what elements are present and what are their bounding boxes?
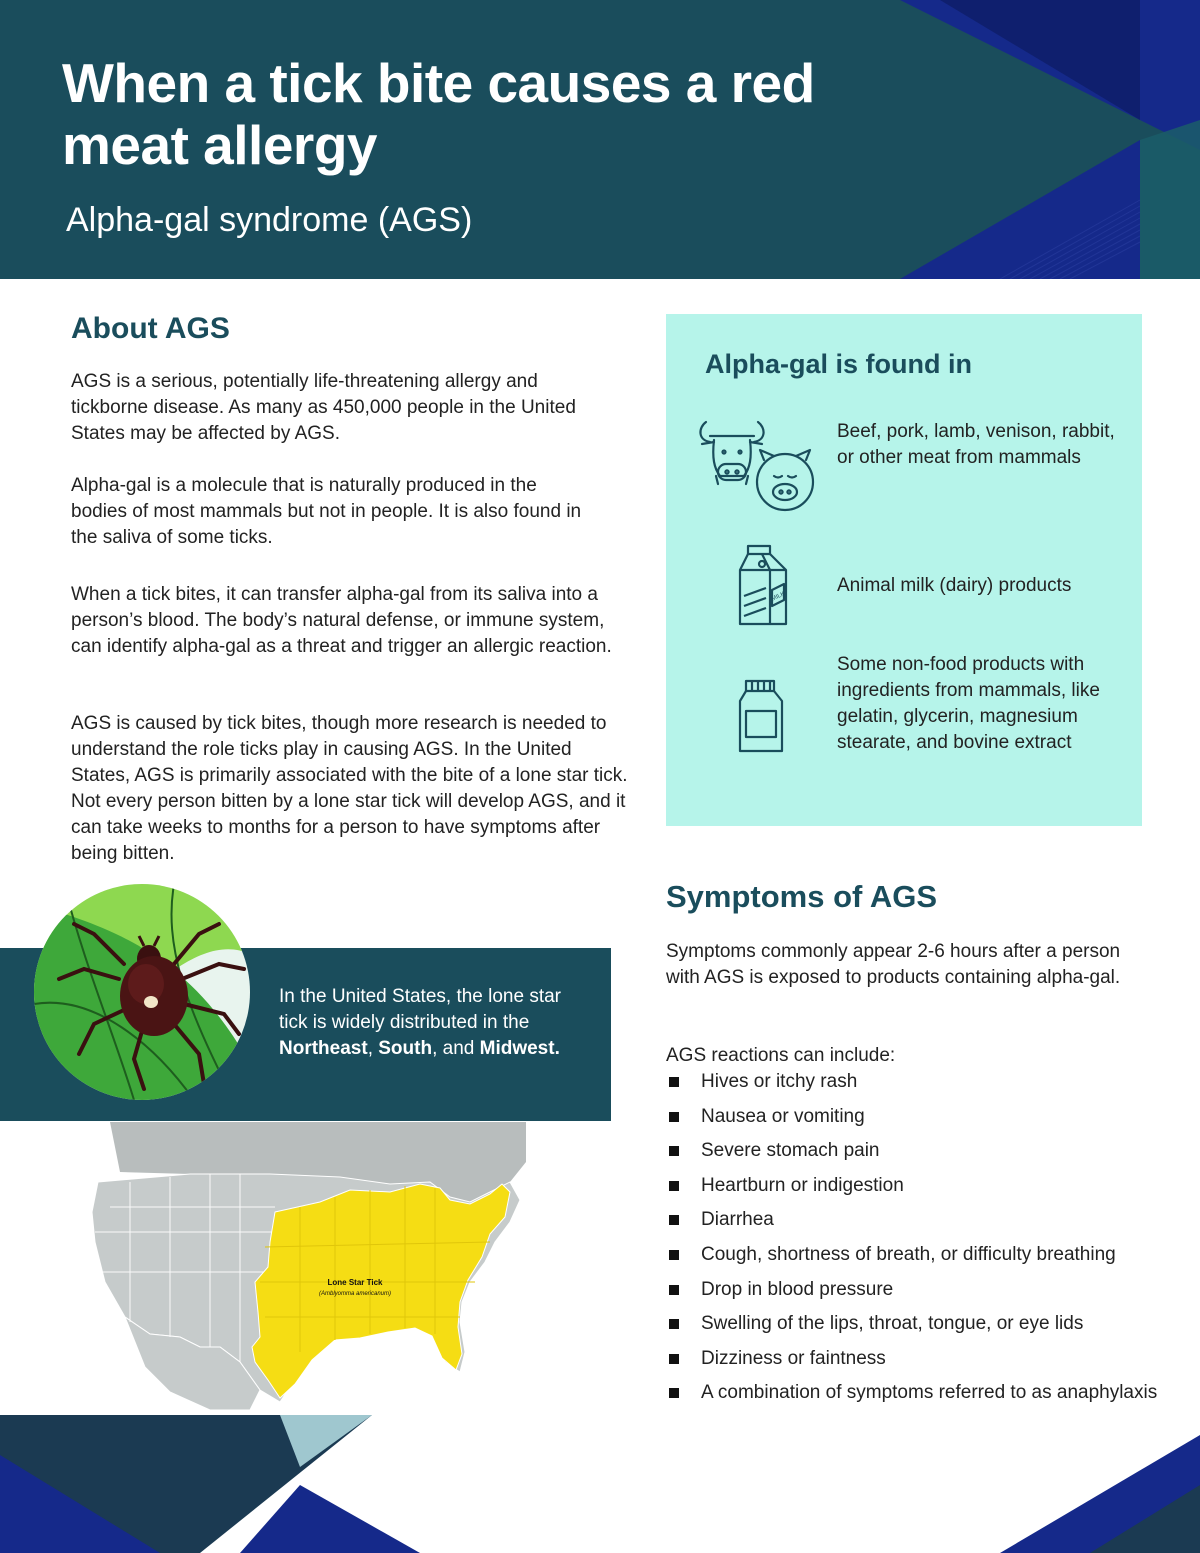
symptoms-intro: Symptoms commonly appear 2-6 hours after a person with AGS is exposed to products containing alpha-gal. bbox=[666, 941, 1121, 988]
found-item-non-food: Some non-food products with ingredients from mammals, like gelatin, glycerin, magnesium stearate, and bovine extract bbox=[837, 654, 1100, 753]
found-item-milk: Animal milk (dairy) products bbox=[837, 575, 1072, 596]
about-heading: About AGS bbox=[71, 312, 230, 345]
milk-label: MILK bbox=[770, 591, 787, 603]
list-item bbox=[666, 1173, 1166, 1199]
bullet-icon bbox=[669, 1388, 679, 1398]
list-item-text: Hives or itchy rash bbox=[701, 1071, 858, 1092]
bullet-icon bbox=[669, 1181, 679, 1191]
bullet-icon bbox=[669, 1077, 679, 1087]
header-banner bbox=[0, 0, 1200, 279]
bullet-icon bbox=[669, 1319, 679, 1329]
bullet-icon bbox=[669, 1215, 679, 1225]
list-item-text: Severe stomach pain bbox=[701, 1140, 880, 1162]
list-item bbox=[666, 1104, 1166, 1130]
bullet-icon bbox=[669, 1146, 679, 1156]
tick-region-midwest: Midwest. bbox=[479, 1038, 560, 1059]
about-paragraph-2: Alpha-gal is a molecule that is naturally produced in the bodies of most mammals but not in people. It is also found in the saliva of some ticks. bbox=[71, 475, 582, 548]
bullet-icon bbox=[669, 1285, 679, 1295]
tick-text-intro: In the United States, the lone star tick is widely distributed in the bbox=[279, 986, 562, 1033]
list-item bbox=[666, 1277, 1166, 1303]
tick-illustration bbox=[34, 884, 250, 1100]
list-item-text: Diarrhea bbox=[701, 1209, 774, 1231]
list-item-text: Nausea or vomiting bbox=[701, 1105, 865, 1127]
list-item bbox=[666, 1242, 1166, 1268]
about-paragraph-3: When a tick bites, it can transfer alpha-gal from its saliva into a person’s blood. The body’s natural defense, or immune system, can identify alpha-gal as a threat and trigger an allergic reaction. bbox=[71, 584, 612, 657]
list-item-text: Swelling of the lips, throat, tongue, or eye lids bbox=[701, 1313, 1084, 1335]
tick-info-text bbox=[279, 984, 579, 1062]
symptoms-lead: AGS reactions can include: bbox=[666, 1045, 896, 1066]
about-paragraph-1: AGS is a serious, potentially life-threatening allergy and tickborne disease. As many as 450,000 people in the United States may be affected by AGS. bbox=[71, 371, 576, 444]
map-label: Lone Star Tick bbox=[327, 1278, 383, 1287]
list-item bbox=[666, 1346, 1166, 1372]
tick-text-sep-1: , bbox=[367, 1038, 379, 1059]
list-item-text: Drop in blood pressure bbox=[701, 1278, 894, 1300]
list-item-text: Heartburn or indigestion bbox=[701, 1174, 904, 1196]
about-paragraph-4: AGS is caused by tick bites, though more research is needed to understand the role ticks play in causing AGS. In the United States, AGS is primarily associated with the bite of a lone star tick. Not every person bitten by a lone star tick will develop AGS, and it can take weeks to months for a person to have symptoms after being bitten. bbox=[71, 713, 628, 864]
list-item bbox=[666, 1138, 1166, 1164]
map-sublabel: (Amblyomma americanum) bbox=[318, 1291, 392, 1297]
lone-star-tick-range-map bbox=[90, 1122, 526, 1410]
cow-pig-icon bbox=[694, 414, 824, 524]
list-item bbox=[666, 1380, 1166, 1406]
tick-region-northeast: Northeast bbox=[279, 1038, 368, 1059]
found-item-meat: Beef, pork, lamb, venison, rabbit, or other meat from mammals bbox=[837, 421, 1115, 468]
symptoms-heading: Symptoms of AGS bbox=[666, 879, 937, 914]
list-item bbox=[666, 1207, 1166, 1233]
list-item bbox=[666, 1069, 1166, 1095]
bullet-icon bbox=[669, 1112, 679, 1122]
found-in-panel bbox=[666, 314, 1142, 826]
page-subtitle: Alpha-gal syndrome (AGS) bbox=[66, 201, 473, 239]
page-title: When a tick bite causes a red meat allergy bbox=[62, 52, 815, 176]
tick-region-south: South bbox=[378, 1038, 433, 1059]
bullet-icon bbox=[669, 1354, 679, 1364]
symptoms-list bbox=[666, 1069, 1166, 1415]
found-in-heading: Alpha-gal is found in bbox=[705, 349, 972, 379]
bullet-icon bbox=[669, 1250, 679, 1260]
pill-bottle-icon bbox=[736, 679, 786, 755]
tick-text-sep-2: , and bbox=[432, 1038, 480, 1059]
footer-decoration bbox=[0, 1415, 1200, 1553]
list-item-text: Dizziness or faintness bbox=[701, 1347, 886, 1369]
milk-carton-icon bbox=[736, 544, 792, 628]
list-item-text: Cough, shortness of breath, or difficulty breathing bbox=[701, 1243, 1116, 1265]
list-item-text: A combination of symptoms referred to as anaphylaxis bbox=[701, 1382, 1158, 1404]
list-item bbox=[666, 1311, 1166, 1337]
